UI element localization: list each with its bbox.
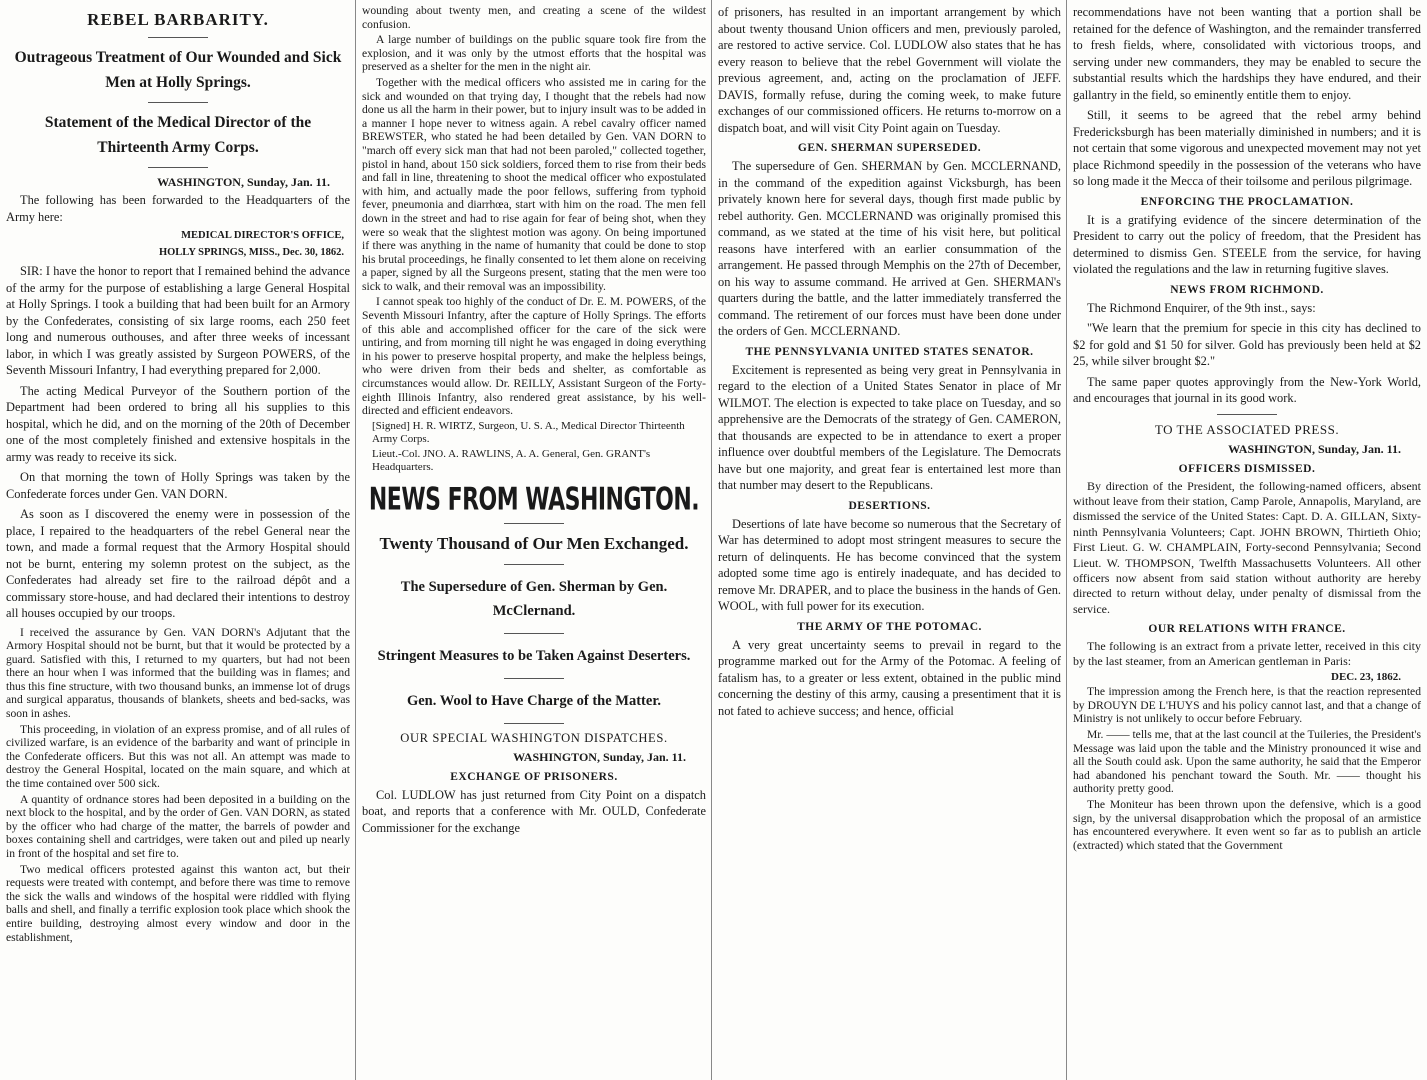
section-heading: TO THE ASSOCIATED PRESS. [1154, 421, 1340, 437]
paragraph: wounding about twenty men, and creating a scene of the wildest confusion. [362, 4, 706, 31]
section-heading: EXCHANGE OF PRISONERS. [450, 770, 618, 783]
section-heading: ENFORCING THE PROCLAMATION. [1140, 195, 1354, 208]
paragraph: This proceeding, in violation of an express promise, and of all rules of civilized warfare, is an evidence of the barbarity and want of principle in the Confederate officers. But this was not all. An attempt was made to destroy the General Hospital, located on the main square, and which at the time contained over 500 sick. [6, 722, 350, 791]
paragraph: The Moniteur has been thrown upon the defensive, which is a good sign, by the universal disapprobation which the proposal of an armistice has encountered everywhere. It even went so far as to publish an article (extracted) which stated that the Government [1073, 797, 1421, 852]
paragraph: By direction of the President, the following-named officers, absent without leave from their station, Camp Parole, Annapolis, Maryland, are dismissed the service of the United States: Capt. D. A. GILLAN, Sixty-ninth Pennsylvania Volunteers; Capt. JOHN BROWN, Thirtieth Ohio; First Lieut. G. W. CHAMPLAIN, Forty-second Pennsylvania; Second Lieut. W. THOMPSON, Twelfth Massachusetts Volunteers. All other officers now absent from said station without authority are hereby directed to return without delay, under penalty of dismissal from the service. [1073, 478, 1421, 616]
signature-line: [Signed] H. R. WIRTZ, Surgeon, U. S. A., Medical Director Thirteenth Army Corps. [372, 419, 685, 445]
subheadline: Statement of the Medical Director of the Thirteenth Army Corps. [44, 114, 312, 156]
paragraph: The acting Medical Purveyor of the Southern portion of the Department had been ordered to bring all his supplies to this hospital, which he did, and on the morning of the 20th of December one of the most completely finished and extensive hospitals in the army was ready to receive its sick. [6, 383, 350, 464]
letter-date: DEC. 23, 1862. [1331, 671, 1401, 684]
divider [504, 633, 564, 634]
signature-line: Lieut.-Col. JNO. A. RAWLINS, A. A. General, Gen. GRANT's Headquarters. [372, 447, 651, 473]
paragraph: The Richmond Enquirer, of the 9th inst., says: [1087, 300, 1316, 315]
subheadline: Outrageous Treatment of Our Wounded and Sick Men at Holly Springs. [14, 49, 342, 91]
section-heading: OFFICERS DISMISSED. [1178, 462, 1316, 475]
column-2 [356, 0, 712, 1080]
subheadline: The Supersedure of Gen. Sherman by Gen. McClernand. [400, 578, 668, 619]
section-heading: DESERTIONS. [848, 499, 931, 512]
paragraph: Excitement is represented as being very great in Pennsylvania in regard to the election of a United States Senator in place of Mr WILMOT. The election is expected to take place on Tuesday, and so apprehensive are the Democrats of the strategy of Gen. CAMERON, that thousands are expected to be in attendance to exert a proper influence over doubtful members of the Legislature. The Democrats have but one majority, and great fear is entertained lest more than that number may desert to the Republicans. [718, 362, 1061, 492]
paragraph: Col. LUDLOW has just returned from City Point on a dispatch boat, and reports that a conference with Mr. OULD, Confederate Commissioner for the exchange [362, 787, 706, 835]
section-heading: OUR SPECIAL WASHINGTON DISPATCHES. [400, 730, 668, 745]
paragraph: Mr. —— tells me, that at the last council at the Tuileries, the President's Message was laid upon the table and the Ministry pronounced it wise and all the South could ask. Upon the same authority, he said that the Emperor had abandoned his penchant toward the South. Mr. —— thought his authority pretty good. [1073, 727, 1421, 796]
divider [504, 523, 564, 524]
divider [148, 167, 208, 168]
paragraph: The following has been forwarded to the Headquarters of the Army here: [6, 193, 350, 224]
paragraph: The same paper quotes approvingly from the New-York World, and encourages that journal in its good work. [1073, 374, 1421, 405]
divider [504, 564, 564, 565]
paragraph: SIR: I have the honor to report that I remained behind the advance of the army for the purpose of establishing a large General Hospital at Holly Springs. I took a building that had been built for an Armory by the Confederates, consisting of six large rooms, each 250 feet long and numerous outhouses, and after three weeks of incessant labor, in which I was greatly assisted by Surgeon POWERS, of the Seventh Missouri Infantry, I had everything prepared for 2,000. [6, 264, 350, 377]
column-1 [0, 0, 356, 1080]
paragraph: The following is an extract from a private letter, received in this city by the last steamer, from an American gentleman in Paris: [1073, 639, 1421, 669]
column-3 [712, 0, 1067, 1080]
paragraph: Desertions of late have become so numerous that the Secretary of War has determined to adopt most stringent measures to secure the return of delinquents. He has become convinced that the system adopted some time ago is entirely inadequate, and has decided to remove Mr. DRAPER, and to place the business in the hands of Gen. WOOL, with full power for its execution. [718, 516, 1061, 613]
paragraph: It is a gratifying evidence of the sincere determination of the President to carry out the policy of freedom, that the President has determined to dismiss Gen. STEELE from the service, for having violated the regulations and the law in returning fugitive slaves. [1073, 212, 1421, 276]
divider [148, 102, 208, 103]
section-heading: OUR RELATIONS WITH FRANCE. [1148, 623, 1346, 636]
paragraph: On that morning the town of Holly Springs was taken by the Confederate forces under Gen. VAN DORN. [6, 470, 350, 501]
section-heading: GEN. SHERMAN SUPERSEDED. [797, 142, 982, 154]
section-heading: THE ARMY OF THE POTOMAC. [797, 620, 982, 633]
paragraph: "We learn that the premium for specie in this city has declined to $2 for gold and $1 50 for silver. Gold has previously been held at $2 25, while silver brought $2." [1073, 321, 1421, 368]
paragraph: Two medical officers protested against this wanton act, but their requests were treated with contempt, and before there was time to remove the sick the walls and windows of the hospital were riddled with flying balls and shell, and finally a terrific explosion took place which shook the entire building, destroying almost every window and door in the establishment, [6, 862, 350, 944]
subheadline: Twenty Thousand of Our Men Exchanged. [379, 533, 689, 553]
paragraph: A very great uncertainty seems to prevail in regard to the programme marked out for the Army of the Potomac. A feeling of fatalism has, to a greater or less extent, obtained in the public mind concerning the destiny of this army, causing a presentiment that it is not fated to achieve success; and hence, official [718, 637, 1061, 718]
headline: REBEL BARBARITY. [87, 10, 269, 29]
divider [1217, 414, 1277, 415]
paragraph: The supersedure of Gen. SHERMAN by Gen. MCCLERNAND, in the command of the expedition against Vicksburgh, has been privately known here for several days, though first made public by rebel authority. Gen. MCCLERNAND was originally promised this command, as we stated at the time of his visit here, but political reasons have interfered with an earlier consummation of the arrangement. He passed through Memphis on the 27th of December, on his way to assume command. He arrived at Gen. SHERMAN's quarters during the battle, and the latter immediately transferred the command. The retirement of our forces must have been done under the orders of Gen. MCCLERNAND. [718, 159, 1061, 338]
paragraph: The impression among the French here, is that the reaction represented by DROUYN DE L'HUYS and his policy cannot last, and that a change of Ministry is not unlikely to occur before February. [1073, 685, 1421, 726]
paragraph: I cannot speak too highly of the conduct of Dr. E. M. POWERS, of the Seventh Missouri Infantry, after the capture of Holly Springs. The efforts of this able and accomplished officer for the care of the sick were untiring, and from morning till night he was engaged in doing everything in his power to preserve hospital property, and make the helpless beings, who were driven from their beds and shelter, as comfortable as circumstances would allow. Dr. REILLY, Assistant Surgeon of the Forty-eighth Illinois Infantry, also rendered great assistance, by his well-directed and efficient endeavors. [362, 295, 706, 418]
column-4 [1067, 0, 1427, 1080]
paragraph: As soon as I discovered the enemy were in possession of the place, I repaired to the headquarters of the rebel General near the town, and made a formal request that the Armory Hospital should not be burnt, entering my solemn protest on the subject, as the Confederates had already set fire to the railroad dépôt and a commissary store-house, and had declared their intentions to destroy all houses occupied by our troops. [6, 507, 350, 620]
paragraph: of prisoners, has resulted in an important arrangement by which about twenty thousand Union officers and men, previously paroled, are restored to active service. Col. LUDLOW also states that he has every reason to believe that the rebel Government will violate the previous agreement, and, acting on the proclamation of JEFF. DAVIS, formally refuse, during the coming week, to make future exchanges of our commissioned officers. He returns to-morrow on a dispatch boat, and will visit City Point again on Tuesday. [718, 5, 1061, 135]
paragraph: Still, it seems to be agreed that the rebel army behind Fredericksburgh has been materially diminished in numbers; and it is not certain that some vigorous and unexpected movement may not yet place Richmond speedily in the possession of the veterans who have so long made it the Mecca of their toilsome and perilous pilgrimage. [1073, 108, 1421, 188]
divider [504, 678, 564, 679]
dateline: WASHINGTON, Sunday, Jan. 11. [513, 749, 686, 764]
paragraph: Together with the medical officers who assisted me in caring for the sick and wounded on that trying day, I thought that the rebels had now done us all the harm in their power, but to injury insult was to be added in a manner I hope never to witness again. A rebel cavalry officer named BREWSTER, who stated he had been detailed by Gen. VAN DORN to "march off every sick man that had not been paroled," collected together, pistol in hand, about 150 sick soldiers, forced them to rise from their beds and fall in line, threatening to shoot the medical officer who expostulated with him, and actually made the poor fellows, suffering from typhoid fever, pneumonia and diarrhœa, start with him on the road. The men fell down in the street and had to rise again for fear of being shot, when they were so weak that the slightest motion was agony. On being importuned if there was anything in the name of humanity that could be done to stop his brutal proceedings, he finally consented to let them alone on receiving a paper, signed by all the Surgeons present, stating that the men were too sick to walk, and their removal was an impossibility. [362, 75, 706, 293]
divider [504, 723, 564, 724]
subheadline: Gen. Wool to Have Charge of the Matter. [406, 692, 662, 709]
address-line: HOLLY SPRINGS, MISS., Dec. 30, 1862. [158, 247, 344, 258]
paragraph: I received the assurance by Gen. VAN DORN's Adjutant that the Armory Hospital should not be burnt, but that it would be protected by a guard. Satisfied with this, I returned to my quarters, but had not been there an hour when I was informed that the building was in flames; and thus this fine structure, with two thousand bunks, an immense lot of drugs and surgical apparatus, thousands of blankets, sheets and bed-sacks, was soon in ashes. [6, 625, 350, 721]
section-heading: THE PENNSYLVANIA UNITED STATES SENATOR. [745, 345, 1034, 358]
paragraph: recommendations have not been wanting that a portion shall be retained for the defence of Washington, and the remainder transferred to fresh fields, where, consolidated with victorious troops, and serving under new commanders, they may be enabled to secure the substantial results which the hardships they have endured, and their gallantry in the field, so eminently entitle them to enjoy. [1073, 5, 1421, 102]
address-line: MEDICAL DIRECTOR'S OFFICE, [181, 230, 344, 241]
section-banner: NEWS FROM WASHINGTON. [368, 482, 700, 518]
paragraph: A quantity of ordnance stores had been deposited in a building on the next block to the hospital, and by the order of Gen. VAN DORN, as stated by the officer who had charge of the matter, the barrels of powder and boxes containing shell and cartridges, were taken out and piled up nearly in front of the hospital and set fire to. [6, 792, 350, 860]
dateline: WASHINGTON, Sunday, Jan. 11. [1228, 441, 1401, 456]
dateline: WASHINGTON, Sunday, Jan. 11. [157, 175, 330, 189]
paragraph: A large number of buildings on the public square took fire from the explosion, and it was only by the utmost efforts that the hospital was preserved as a shelter for the men in the night air. [362, 33, 706, 74]
section-heading: NEWS FROM RICHMOND. [1170, 283, 1324, 296]
subheadline: Stringent Measures to be Taken Against Deserters. [377, 647, 691, 664]
divider [148, 37, 208, 38]
